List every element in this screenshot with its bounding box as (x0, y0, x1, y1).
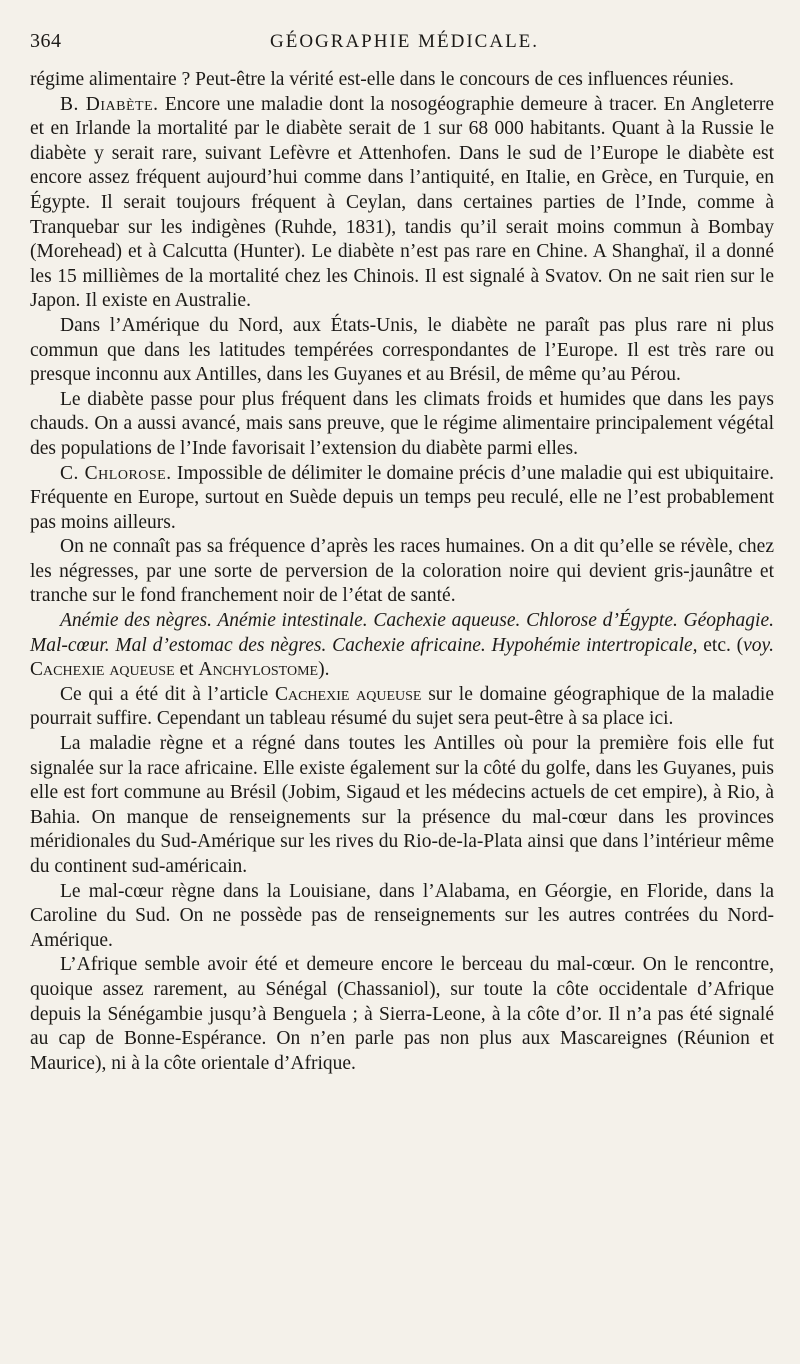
paragraph: Ce qui a été dit à l’article Cachexie aqueuse sur le domaine géographique de la maladie pourrait suffire. Cependant un tableau résumé du sujet sera peut-être à sa place ici. (30, 683, 774, 730)
running-head: GÉOGRAPHIE MÉDICALE. (270, 31, 540, 52)
paragraph: L’Afrique semble avoir été et demeure encore le berceau du mal-cœur. On le rencontre, quoique assez rarement, au Sénégal (Chassaniol), sur toute la côte occidentale d’Afrique depuis la Sénégambie jusqu’à Benguela ; à Sierra-Leone, à la côte d’or. Il n’a pas été signalé au cap de Bonne-Espérance. On n’en parle pas non plus aux Mascareignes (Réunion et Maurice), ni à la côte orientale d’Afrique. (30, 954, 774, 1074)
paragraph: Dans l’Amérique du Nord, aux États-Unis, le diabète ne paraît pas plus rare ni plus commun que dans les latitudes tempérées correspondantes de l’Europe. Il est très rare ou presque inconnu aux Antilles, dans les Guyanes et au Brésil, de même qu’au Pérou. (30, 314, 774, 386)
paragraph: Le mal-cœur règne dans la Louisiane, dans l’Alabama, en Géorgie, en Floride, dans la Caroline du Sud. On ne possède pas de renseignements sur les autres contrées du Nord-Amérique. (30, 880, 774, 951)
section-paragraph-chlorose: C. Chlorose. Impossible de délimiter le domaine précis d’une maladie qui est ubiquitaire. Fréquente en Europe, surtout en Suède depuis un temps peu reculé, elle ne l’est probablement pas moins ailleurs. (30, 462, 775, 533)
cross-reference: Cachexie aqueuse (30, 659, 175, 681)
paragraph: Le diabète passe pour plus fréquent dans les climats froids et humides que dans les pays chauds. On a aussi avancé, mais sans preuve, que le régime alimentaire principalement végétal des populations de l’Inde favorisait l’extension du diabète parmi elles. (30, 388, 774, 459)
section-label: C. Chlorose. (60, 462, 172, 484)
paragraph: La maladie règne et a régné dans toutes les Antilles où pour la première fois elle fut signalée sur la race africaine. Elle existe également sur la côté du golfe, dans les Guyanes, puis elle est fort commune au Brésil (Jobim, Sigaud et les médecins actuels de cet empire), à Rio, à Bahia. On manque de renseignements sur la présence du mal-cœur dans les provinces méridionales du Sud-Amérique sur les rives du Rio-de-la-Plata ainsi que dans l’intérieur même du continent sud-américain. (30, 733, 774, 877)
section-paragraph-diabete: B. Diabète. Encore une maladie dont la nosogéographie demeure à tracer. En Angleterre et en Irlande la mortalité par le diabète serait de 1 sur 68 000 habitants. Quant à la Russie le diabète y serait rare, suivant Lefèvre et Attenhofen. Dans le sud de l’Europe le diabète est encore assez fréquent aujourd’hui comme dans l’antiquité, en Italie, en Grèce, en Turquie, en Égypte. Il serait toujours fréquent à Ceylan, dans certaines parties de l’Inde, comme à Tranquebar sur les indigènes (Ruhde, 1831), tandis qu’il serait moins commun à Bombay (Morehead) et à Calcutta (Hunter). Le diabète n’est pas rare en Chine. A Shanghaï, il a donné les 15 millièmes de la mortalité chez les Chinois. Il est signalé à Svatov. On ne sait rien sur le Japon. Il existe en Australie. (30, 93, 774, 312)
paragraph: On ne connaît pas sa fréquence d’après les races humaines. On a dit qu’elle se révèle, chez les négresses, par une sorte de perversion de la coloration noire qui devient gris-jaunâtre et tranche sur le fond franchement noir de l’état de santé. (30, 536, 774, 607)
section-label: B. Diabète. (60, 93, 159, 115)
synonyms-list: Anémie des nègres. Anémie intestinale. Cachexie aqueuse. Chlorose d’Égypte. Géophagie. Mal-cœur. Mal d’estomac des nègres. Cachexie africaine. Hypohémie intertropicale, (30, 610, 774, 656)
body-text (30, 68, 774, 1076)
synonyms-paragraph: Anémie des nègres. Anémie intestinale. Cachexie aqueuse. Chlorose d’Égypte. Géophagie. Mal-cœur. Mal d’estomac des nègres. Cachexie africaine. Hypohémie intertropicale, etc. (voy. Cachexie aqueuse et Anchylostome). (30, 610, 774, 681)
paragraph: régime alimentaire ? Peut-être la vérité est-elle dans le concours de ces influences réunies. (30, 69, 734, 90)
page-number: 364 (30, 30, 62, 52)
cross-reference: Anchylostome (198, 659, 319, 681)
page-header (30, 30, 774, 60)
cross-reference: Cachexie aqueuse (274, 683, 422, 705)
